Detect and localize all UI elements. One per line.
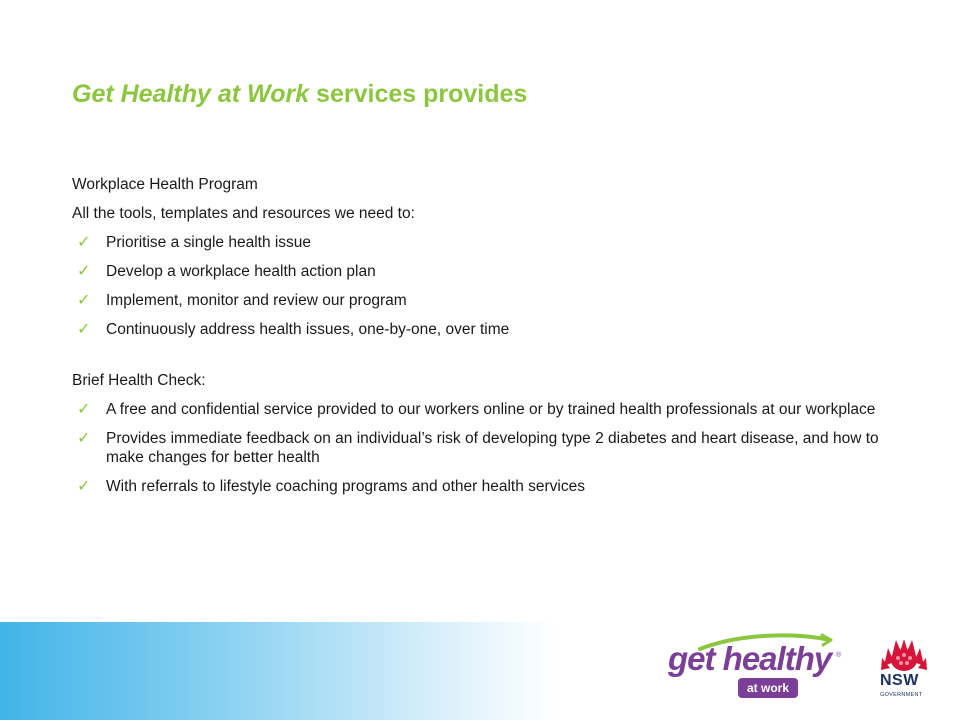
nsw-government-logo xyxy=(878,640,930,706)
list-item: ✓ With referrals to lifestyle coaching programs and other health services xyxy=(77,476,585,495)
list-item: ✓ Continuously address health issues, one-by-one, over time xyxy=(77,319,510,338)
nsw-wordmark: NSW xyxy=(880,672,919,689)
list-item: ✓ Develop a workplace health action plan xyxy=(77,261,376,280)
checkmark-icon: ✓ xyxy=(77,232,91,251)
checkmark-icon: ✓ xyxy=(77,319,91,338)
nsw-government-label: GOVERNMENT xyxy=(880,692,923,698)
trademark-mark: ® xyxy=(836,652,842,659)
section1-heading: Workplace Health Program xyxy=(72,176,258,193)
checkmark-icon: ✓ xyxy=(77,290,91,309)
get-healthy-at-work-logo xyxy=(668,632,843,704)
checkmark-icon: ✓ xyxy=(77,476,91,495)
section1-list xyxy=(72,233,902,339)
section2-list xyxy=(72,400,902,496)
list-item: ✓ Provides immediate feedback on an individual’s risk of developing type 2 diabetes and heart disease, and how to make changes for better health xyxy=(77,428,879,466)
logo-wordmark: get healthy xyxy=(668,640,832,677)
logo-badge: at work xyxy=(738,678,798,698)
page-title xyxy=(72,80,527,109)
waratah-flower-icon xyxy=(878,640,930,672)
checkmark-icon: ✓ xyxy=(77,399,91,418)
title-rest: services provides xyxy=(309,80,528,108)
checkmark-icon: ✓ xyxy=(77,428,91,447)
list-item: ✓ Prioritise a single health issue xyxy=(77,232,312,251)
list-item: ✓ A free and confidential service provided to our workers online or by trained health professionals at our workplace xyxy=(77,399,876,418)
checkmark-icon: ✓ xyxy=(77,261,91,280)
section1-intro: All the tools, templates and resources we need to: xyxy=(72,205,415,222)
title-emphasis: Get Healthy at Work xyxy=(72,80,310,108)
section-gap xyxy=(72,349,902,371)
content-body xyxy=(72,175,902,506)
list-item: ✓ Implement, monitor and review our program xyxy=(77,290,407,309)
section2-heading: Brief Health Check: xyxy=(72,372,206,389)
